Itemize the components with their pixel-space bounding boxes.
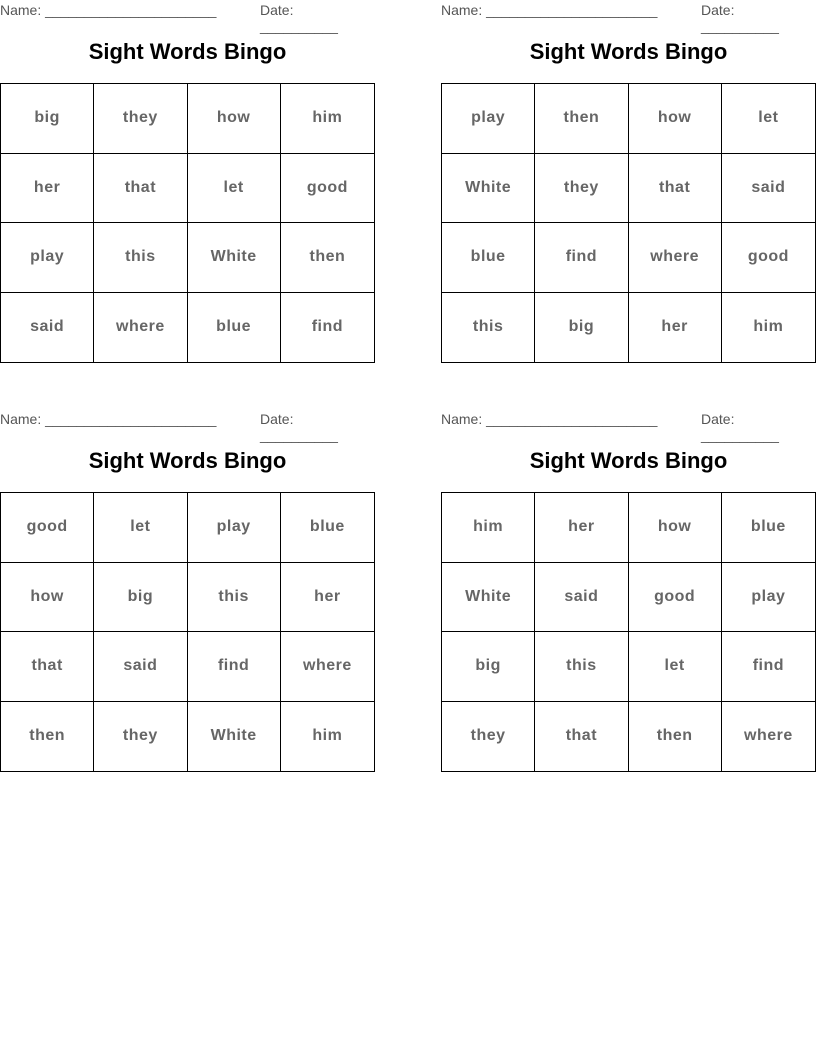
bingo-card-2 (441, 0, 816, 336)
bingo-cell[interactable]: they (535, 154, 628, 224)
bingo-card-3 (0, 409, 375, 745)
bingo-cell[interactable]: her (629, 293, 722, 363)
bingo-cell[interactable]: how (188, 84, 281, 154)
bingo-cell[interactable]: how (629, 493, 722, 563)
bingo-cell[interactable]: let (722, 84, 815, 154)
bingo-cell[interactable]: him (442, 493, 535, 563)
bingo-cell[interactable]: good (722, 223, 815, 293)
bingo-cell[interactable]: her (281, 563, 374, 633)
bingo-cell[interactable]: said (722, 154, 815, 224)
bingo-card-4 (441, 409, 816, 745)
bingo-cell[interactable]: blue (281, 493, 374, 563)
bingo-cell[interactable]: blue (188, 293, 281, 363)
bingo-grid (0, 492, 375, 772)
card-header (0, 409, 375, 443)
bingo-cell[interactable]: play (442, 84, 535, 154)
bingo-grid (441, 492, 816, 772)
bingo-cell[interactable]: let (94, 493, 187, 563)
bingo-cell[interactable]: then (629, 702, 722, 772)
bingo-cell[interactable]: then (1, 702, 94, 772)
date-field[interactable]: Date: __________ (260, 411, 338, 443)
bingo-cell[interactable]: blue (722, 493, 815, 563)
name-field[interactable]: Name: ______________________ (0, 411, 217, 427)
bingo-cell[interactable]: White (442, 154, 535, 224)
bingo-cell[interactable]: this (442, 293, 535, 363)
bingo-cell[interactable]: that (535, 702, 628, 772)
bingo-cell[interactable]: play (722, 563, 815, 633)
bingo-cell[interactable]: big (1, 84, 94, 154)
name-field[interactable]: Name: ______________________ (441, 2, 658, 18)
card-header (441, 409, 816, 443)
date-field[interactable]: Date: __________ (701, 411, 779, 443)
bingo-cell[interactable]: her (1, 154, 94, 224)
bingo-cell[interactable]: her (535, 493, 628, 563)
bingo-cell[interactable]: said (94, 632, 187, 702)
bingo-cell[interactable]: find (188, 632, 281, 702)
bingo-cell[interactable]: this (535, 632, 628, 702)
card-header (441, 0, 816, 34)
bingo-cell[interactable]: how (1, 563, 94, 633)
bingo-cell[interactable]: then (281, 223, 374, 293)
bingo-cell[interactable]: that (1, 632, 94, 702)
card-title: Sight Words Bingo (88, 39, 287, 64)
bingo-cell[interactable]: where (94, 293, 187, 363)
bingo-cell[interactable]: good (281, 154, 374, 224)
bingo-cell[interactable]: let (188, 154, 281, 224)
bingo-cell[interactable]: play (188, 493, 281, 563)
name-field[interactable]: Name: ______________________ (0, 2, 217, 18)
bingo-cell[interactable]: him (312, 727, 343, 745)
bingo-cell[interactable]: big (535, 293, 628, 363)
bingo-cell[interactable]: that (94, 154, 187, 224)
bingo-cell[interactable]: find (722, 632, 815, 702)
bingo-cell[interactable]: then (535, 84, 628, 154)
bingo-cell[interactable]: White (442, 563, 535, 633)
bingo-cell[interactable]: blue (442, 223, 535, 293)
card-title: Sight Words Bingo (529, 448, 728, 473)
bingo-cell[interactable]: they (94, 702, 187, 772)
bingo-card-1 (0, 0, 375, 336)
bingo-cell[interactable]: White (188, 223, 281, 293)
bingo-cell[interactable]: where (744, 727, 793, 745)
bingo-cell[interactable]: said (1, 293, 94, 363)
date-field[interactable]: Date: __________ (260, 2, 338, 34)
bingo-cell[interactable]: White (188, 702, 281, 772)
bingo-cell[interactable]: where (629, 223, 722, 293)
bingo-cell[interactable]: him (281, 84, 374, 154)
bingo-cell[interactable]: that (629, 154, 722, 224)
bingo-cell[interactable]: let (629, 632, 722, 702)
name-field[interactable]: Name: ______________________ (441, 411, 658, 427)
bingo-cell[interactable]: big (94, 563, 187, 633)
bingo-grid (0, 83, 375, 363)
card-header (0, 0, 375, 34)
card-title: Sight Words Bingo (529, 39, 728, 64)
bingo-cell[interactable]: find (535, 223, 628, 293)
card-title: Sight Words Bingo (88, 448, 287, 473)
bingo-cell[interactable]: good (1, 493, 94, 563)
bingo-cell[interactable]: play (1, 223, 94, 293)
bingo-cell[interactable]: big (442, 632, 535, 702)
bingo-cell[interactable]: find (311, 318, 344, 336)
bingo-cell[interactable]: good (629, 563, 722, 633)
bingo-cell[interactable]: this (188, 563, 281, 633)
bingo-cell[interactable]: this (94, 223, 187, 293)
bingo-cell[interactable]: where (281, 632, 374, 702)
bingo-grid (441, 83, 816, 363)
bingo-cell[interactable]: said (535, 563, 628, 633)
bingo-cell[interactable]: they (442, 702, 535, 772)
bingo-cell[interactable]: they (94, 84, 187, 154)
bingo-cell[interactable]: how (629, 84, 722, 154)
date-field[interactable]: Date: __________ (701, 2, 779, 34)
bingo-cell[interactable]: him (753, 318, 784, 336)
